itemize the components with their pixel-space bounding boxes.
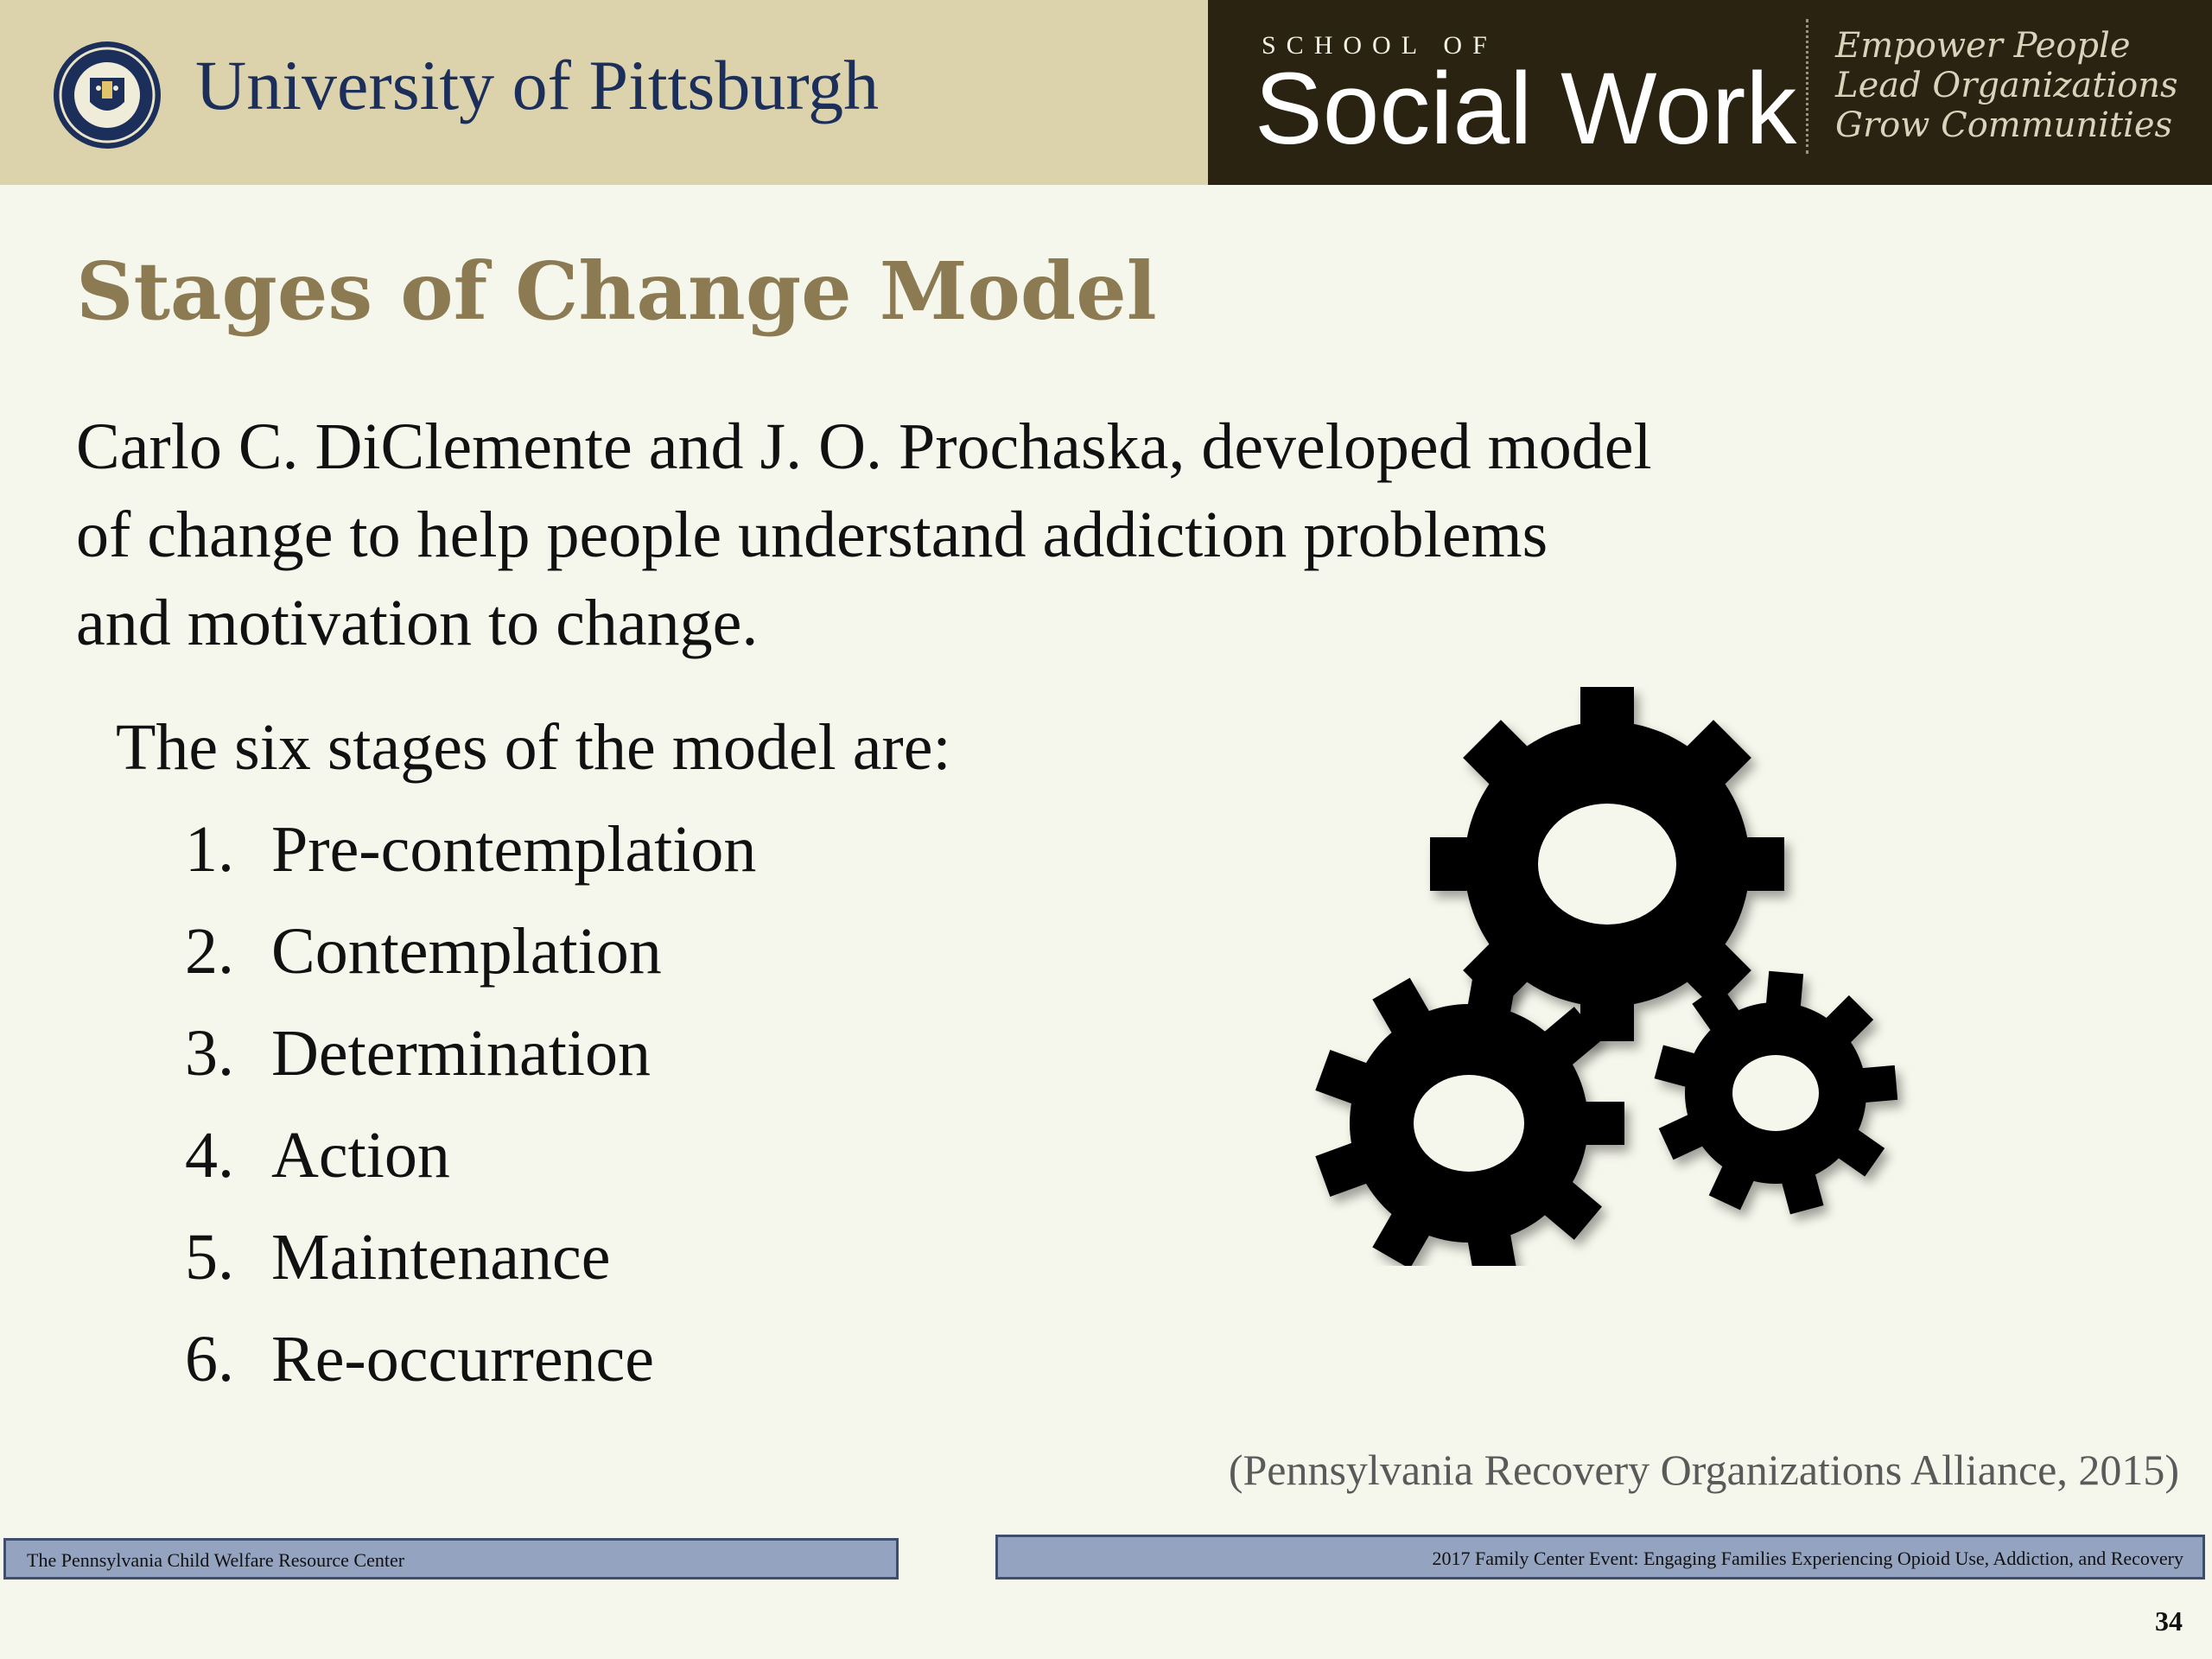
intro-line: and motivation to change. — [76, 587, 759, 659]
stage-item — [185, 812, 756, 914]
header-divider — [1806, 19, 1808, 154]
footer-left-text: The Pennsylvania Child Welfare Resource Center — [27, 1549, 405, 1571]
tagline-line: Lead Organizations — [1835, 66, 2178, 105]
tagline-line: Grow Communities — [1835, 105, 2173, 145]
footer-left-bar — [3, 1538, 899, 1580]
stage-item — [185, 1220, 756, 1322]
stage-number: 4. — [185, 1119, 234, 1192]
stages-lead-text: The six stages of the model are: — [116, 711, 951, 784]
stage-number: 3. — [185, 1017, 234, 1090]
social-work-wordmark: Social Work — [1255, 52, 1797, 166]
tagline-line: Empower People — [1835, 26, 2131, 66]
stage-item — [185, 1118, 756, 1220]
university-seal-icon — [52, 40, 162, 150]
intro-paragraph — [76, 403, 2150, 667]
stage-label: Contemplation — [271, 915, 662, 988]
school-tagline — [1835, 26, 2177, 145]
intro-line: of change to help people understand addiction problems — [76, 499, 1548, 571]
stage-label: Pre-contemplation — [271, 813, 757, 886]
stage-number: 2. — [185, 915, 234, 988]
stage-label: Action — [271, 1119, 450, 1192]
citation-text: (Pennsylvania Recovery Organizations Alliance, 2015) — [1228, 1446, 2179, 1494]
stage-number: 5. — [185, 1221, 234, 1294]
gears-icon — [1296, 687, 1918, 1266]
stage-label: Determination — [271, 1017, 651, 1090]
stage-item — [185, 1322, 756, 1424]
stage-item — [185, 914, 756, 1016]
intro-line: Carlo C. DiClemente and J. O. Prochaska, developed model — [76, 410, 1652, 483]
stage-number: 1. — [185, 813, 234, 886]
slide-title: Stages of Change Model — [76, 245, 1157, 338]
footer-right-text: 2017 Family Center Event: Engaging Families Experiencing Opioid Use, Addiction, and Recovery — [1432, 1548, 2183, 1569]
university-name: University of Pittsburgh — [195, 46, 880, 124]
stage-item — [185, 1016, 756, 1118]
stage-number: 6. — [185, 1323, 234, 1395]
stages-list — [185, 812, 756, 1424]
school-of-label: SCHOOL OF — [1262, 31, 1497, 60]
page-number: 34 — [2155, 1605, 2183, 1637]
stage-label: Re-occurrence — [271, 1323, 655, 1395]
footer-right-bar — [995, 1535, 2205, 1580]
stage-label: Maintenance — [271, 1221, 611, 1294]
